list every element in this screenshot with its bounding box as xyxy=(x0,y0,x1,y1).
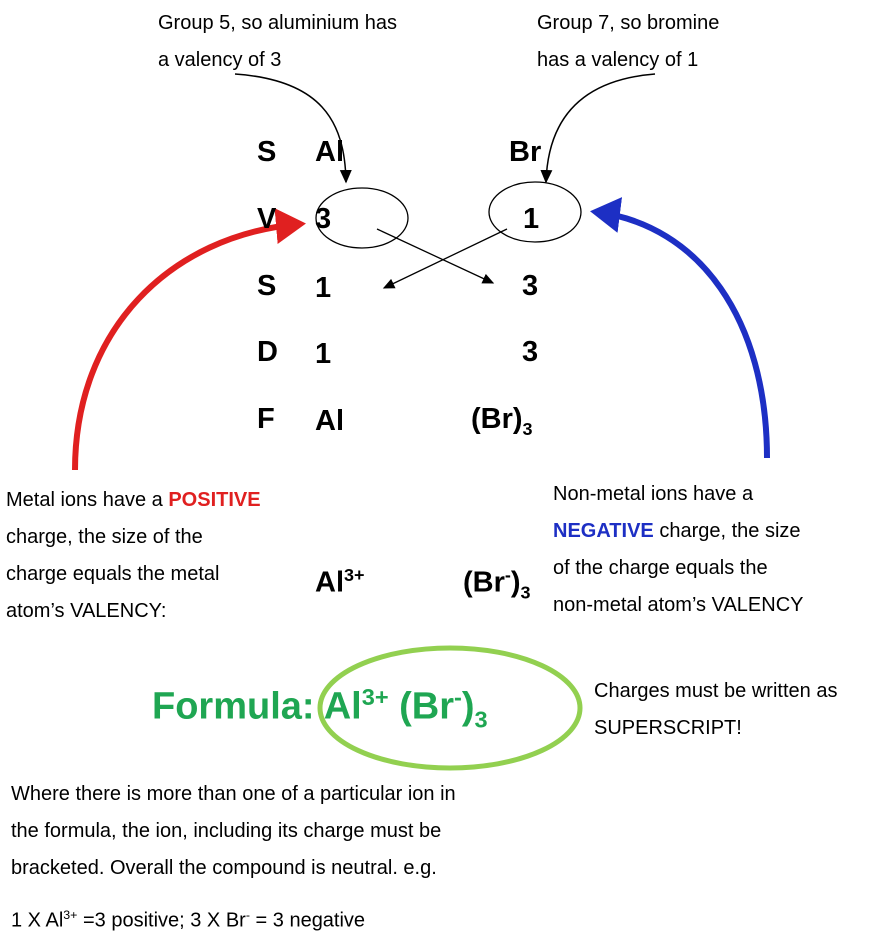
al-group-note xyxy=(158,5,397,79)
nonmetal-formula xyxy=(471,403,533,440)
note-line: bracketed. Overall the compound is neutral. e.g. xyxy=(11,857,437,879)
note-line: of the charge equals the xyxy=(553,557,768,579)
row-label-s2: S xyxy=(257,270,277,302)
example-text: =3 positive; 3 X Br xyxy=(77,909,246,932)
note-line: has a valency of 1 xyxy=(537,49,699,71)
nonmetal-divide: 3 xyxy=(522,336,539,368)
nonmetal-symbol: Br xyxy=(509,136,542,168)
formula-label: Formula: xyxy=(152,685,315,728)
row-label-f: F xyxy=(257,403,275,435)
ion-count: 3 xyxy=(520,582,531,603)
example-text: = 3 negative xyxy=(249,909,366,932)
example-charge: - xyxy=(245,908,250,922)
formula xyxy=(152,684,488,733)
br-group-arrow xyxy=(546,74,655,182)
row-label-s: S xyxy=(257,136,277,168)
note-line: Charges must be written as xyxy=(594,680,838,702)
br-group-note xyxy=(537,5,719,79)
explanation xyxy=(11,776,456,887)
positive-keyword: POSITIVE xyxy=(168,489,261,511)
example xyxy=(11,897,365,940)
note-line xyxy=(553,513,803,550)
note-line: Non-metal ions have a xyxy=(553,483,754,505)
formula-metal-charge: 3+ xyxy=(361,684,389,710)
note-line xyxy=(6,482,261,519)
note-text: charge, the size xyxy=(653,520,801,542)
nonmetal-swap: 3 xyxy=(522,270,539,302)
ion-symbol: Al xyxy=(315,566,344,599)
swap-arrow-2 xyxy=(384,229,507,288)
bracket: ) xyxy=(510,566,521,599)
metal-ion xyxy=(315,565,365,600)
nonmetal-ion xyxy=(463,565,531,603)
note-line: the formula, the ion, including its charge must be xyxy=(11,820,442,842)
metal-valency: 3 xyxy=(315,203,332,235)
row-label-d: D xyxy=(257,336,278,368)
note-line: SUPERSCRIPT! xyxy=(594,717,742,739)
formula-metal: Al xyxy=(323,685,362,728)
formula-nonmetal: (Br xyxy=(399,685,455,728)
metal-divide: 1 xyxy=(315,338,332,370)
note-line: Group 7, so bromine xyxy=(537,12,720,34)
example-text: 1 X Al xyxy=(11,909,64,932)
negative-arrow xyxy=(596,212,767,458)
note-line: charge, the size of the xyxy=(6,526,203,548)
nonmetal-bracket: (Br) xyxy=(471,403,523,435)
note-line: atom’s VALENCY: xyxy=(6,600,167,622)
note-line: Where there is more than one of a particular ion in xyxy=(11,783,456,805)
swap-arrow-1 xyxy=(377,229,493,283)
note-text: Metal ions have a xyxy=(6,489,169,511)
note-line: charge equals the metal xyxy=(6,563,220,585)
negative-keyword: NEGATIVE xyxy=(553,520,654,542)
nonmetal-note xyxy=(553,476,803,624)
formula-count: 3 xyxy=(474,706,488,733)
ion-symbol: (Br xyxy=(463,566,505,599)
nonmetal-valency: 1 xyxy=(523,203,540,235)
metal-symbol: Al xyxy=(315,136,344,168)
metal-swap: 1 xyxy=(315,272,332,304)
metal-note xyxy=(6,482,261,630)
ion-charge: 3+ xyxy=(344,565,365,585)
note-line: non-metal atom’s VALENCY xyxy=(553,594,804,616)
note-line: a valency of 3 xyxy=(158,49,282,71)
ion-charge: - xyxy=(504,565,511,585)
superscript-note xyxy=(594,673,837,747)
note-line: Group 5, so aluminium has xyxy=(158,12,398,34)
metal-formula: Al xyxy=(315,405,344,437)
example-charge: 3+ xyxy=(63,908,78,922)
formula-nonmetal-charge: - xyxy=(454,684,462,710)
bracket: ) xyxy=(461,685,475,728)
row-label-v: V xyxy=(257,203,277,235)
nonmetal-count: 3 xyxy=(522,418,533,439)
